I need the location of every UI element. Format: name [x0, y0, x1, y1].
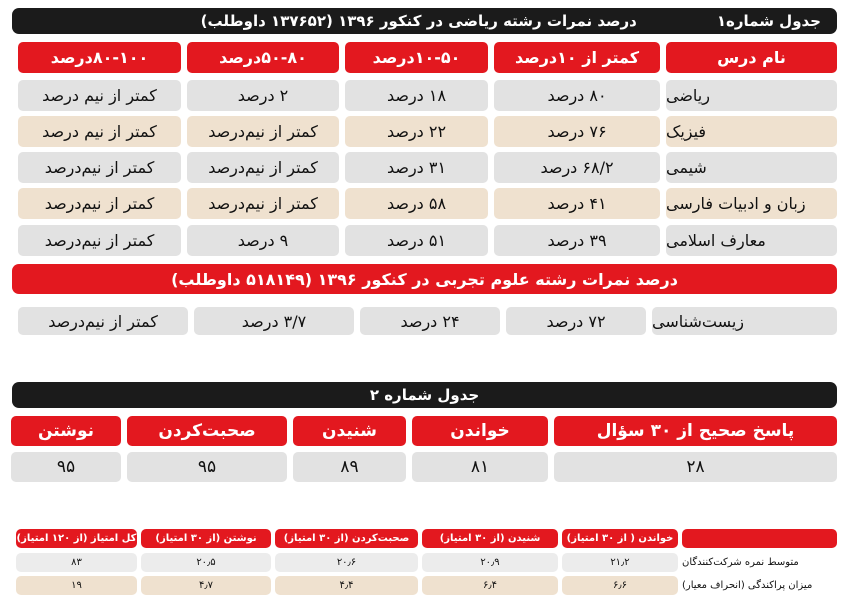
table1-header-cell: ۸۰-۱۰۰درصد	[18, 42, 181, 73]
table2-title: جدول شماره ۲	[369, 386, 480, 404]
table3-header-cell: شنیدن (از ۳۰ امتیاز)	[422, 529, 558, 548]
table-row	[12, 576, 837, 595]
table2-header-cell: صحبت‌کردن	[127, 416, 287, 446]
table-cell: ۷۲ درصد	[506, 307, 646, 335]
table1-title-bar	[12, 8, 837, 34]
table-cell: ۳۱ درصد	[345, 152, 488, 183]
table1-header-row	[12, 42, 837, 73]
table-cell: ۲۱٫۲	[562, 553, 678, 572]
table2-header-cell: شنیدن	[293, 416, 406, 446]
table2-header-row	[12, 416, 837, 446]
table-cell: ۵۸ درصد	[345, 188, 488, 219]
table-cell: ۱۹	[16, 576, 137, 595]
table-cell: ۶٫۴	[422, 576, 558, 595]
table-cell: ۴٫۷	[141, 576, 271, 595]
table1-subject-cell: ریاضی	[666, 80, 837, 111]
table1-header-cell: نام درس	[666, 42, 837, 73]
table2-header-cell: نوشتن	[11, 416, 121, 446]
table-row	[12, 152, 837, 183]
table-cell: ۴۱ درصد	[494, 188, 660, 219]
table-cell: ۸۳	[16, 553, 137, 572]
table2-header-cell: پاسخ صحیح از ۳۰ سؤال	[554, 416, 837, 446]
table1-subject-cell: شیمی	[666, 152, 837, 183]
table1-label: جدول شماره۱	[716, 12, 821, 30]
table-cell: ۲۰٫۹	[422, 553, 558, 572]
table1-header-cell: کمتر از ۱۰درصد	[494, 42, 660, 73]
table-row	[12, 116, 837, 147]
table-cell: ۹ درصد	[187, 225, 339, 256]
table3-header-cell: کل امتیاز (از ۱۲۰ امتیاز)	[16, 529, 137, 548]
table3-header-cell: نوشتن (از ۳۰ امتیاز)	[141, 529, 271, 548]
table-cell: ۲۴ درصد	[360, 307, 500, 335]
table3-header-cell	[682, 529, 837, 548]
bio-title-bar	[12, 264, 837, 294]
table-cell: ۳۹ درصد	[494, 225, 660, 256]
table-row	[12, 553, 837, 572]
table-cell: کمتر از نیم درصد	[18, 80, 181, 111]
table2-header-cell: خواندن	[412, 416, 548, 446]
table-cell: کمتر از نیم‌درصد	[18, 188, 181, 219]
table1-subject-cell: زبان و ادبیات فارسی	[666, 188, 837, 219]
table-cell: ۲۰٫۶	[275, 553, 418, 572]
table-cell: کمتر از نیم‌درصد	[187, 188, 339, 219]
table1-header-cell: ۵۰-۸۰درصد	[187, 42, 339, 73]
table-row	[12, 452, 837, 482]
table-row	[12, 307, 837, 335]
table1-subject-cell: فیزیک	[666, 116, 837, 147]
table-cell: ۹۵	[11, 452, 121, 482]
table-cell: ۲۰٫۵	[141, 553, 271, 572]
table-row	[12, 188, 837, 219]
table-cell: ۹۵	[127, 452, 287, 482]
table-cell: ۸۱	[412, 452, 548, 482]
table-cell: ۷۶ درصد	[494, 116, 660, 147]
table-cell: ۱۸ درصد	[345, 80, 488, 111]
table-cell: ۶۸/۲ درصد	[494, 152, 660, 183]
table3-header-cell: صحبت‌کردن (از ۳۰ امتیاز)	[275, 529, 418, 548]
table-row	[12, 80, 837, 111]
bio-subject-cell: زیست‌شناسی	[652, 307, 837, 335]
table1-title: درصد نمرات رشته ریاضی در کنکور ۱۳۹۶ (۱۳۷۶۵۲ داوطلب)	[200, 12, 637, 30]
table3-row-label: میزان پراکندگی (انحراف معیار)	[682, 576, 837, 595]
table3-header-cell: خواندن ( از ۳۰ امتیاز)	[562, 529, 678, 548]
bio-title: درصد نمرات رشته علوم تجربی در کنکور ۱۳۹۶ (۵۱۸۱۴۹ داوطلب)	[171, 269, 678, 289]
table-cell: ۶٫۶	[562, 576, 678, 595]
table-cell: ۲۲ درصد	[345, 116, 488, 147]
table-cell: کمتر از نیم درصد	[18, 116, 181, 147]
table-cell: کمتر از نیم‌درصد	[18, 307, 188, 335]
table-cell: ۳/۷ درصد	[194, 307, 354, 335]
table-cell: کمتر از نیم‌درصد	[18, 152, 181, 183]
table3-row-label: متوسط نمره شرکت‌کنندگان	[682, 553, 837, 572]
table-cell: ۴٫۴	[275, 576, 418, 595]
table-cell: ۸۰ درصد	[494, 80, 660, 111]
table1-subject-cell: معارف اسلامی	[666, 225, 837, 256]
table3-header-row	[12, 529, 837, 548]
table-cell: ۸۹	[293, 452, 406, 482]
table2-title-bar	[12, 382, 837, 408]
table-cell: کمتر از نیم‌درصد	[187, 152, 339, 183]
table-cell: ۵۱ درصد	[345, 225, 488, 256]
table1-header-cell: ۱۰-۵۰درصد	[345, 42, 488, 73]
table-row	[12, 225, 837, 256]
table-cell: کمتر از نیم‌درصد	[187, 116, 339, 147]
table-cell: کمتر از نیم‌درصد	[18, 225, 181, 256]
table-cell: ۲ درصد	[187, 80, 339, 111]
table-cell: ۲۸	[554, 452, 837, 482]
